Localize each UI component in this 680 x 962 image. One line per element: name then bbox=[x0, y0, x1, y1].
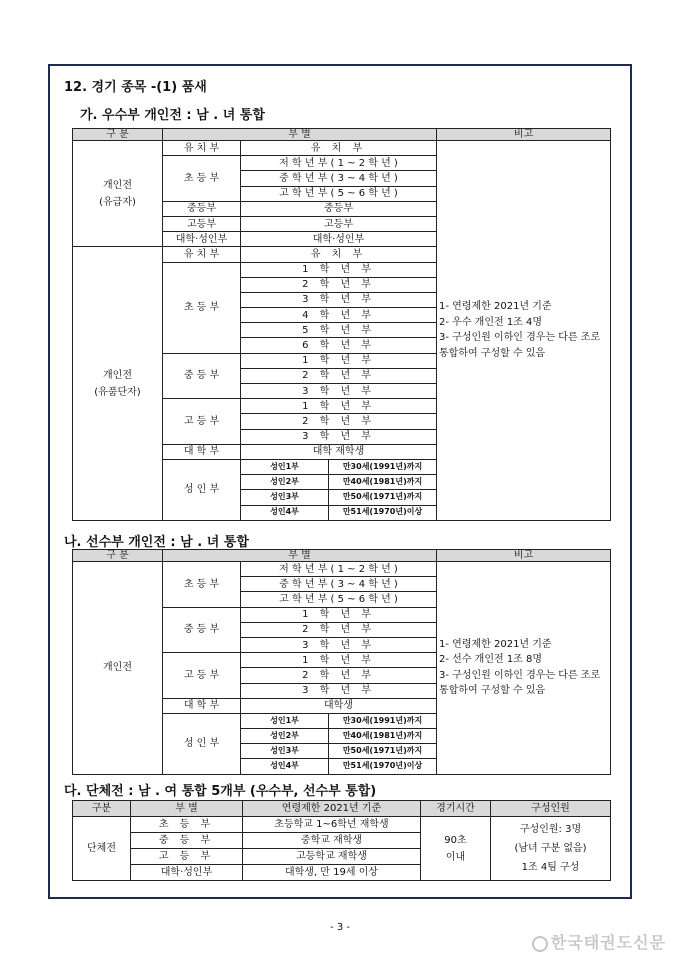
part-c-table bbox=[72, 800, 611, 881]
kinder-label: 유 치 부 bbox=[163, 141, 241, 156]
adult-age: 만50세(1971년)까지 bbox=[329, 490, 437, 505]
high-value: 고등부 bbox=[241, 216, 437, 231]
adult-division: 성인2부 bbox=[241, 475, 329, 490]
adult-age: 만30세(1991년)까지 bbox=[329, 713, 437, 728]
middle-label: 중 등 부 bbox=[163, 353, 241, 399]
high-label: 고 등 부 bbox=[163, 653, 241, 699]
elem-row: 고 학 년 부 ( 5 ~ 6 학 년 ) bbox=[241, 186, 437, 201]
adult-label: 성 인 부 bbox=[163, 459, 241, 520]
elem-row: 중 학 년 부 ( 3 ~ 4 학 년 ) bbox=[241, 577, 437, 592]
team-age-limit: 초등학교 1~6학년 재학생 bbox=[243, 817, 421, 833]
part-a-heading: 가. 우수부 개인전 : 남 . 녀 통합 bbox=[80, 108, 265, 123]
team-division: 중 등 부 bbox=[131, 833, 243, 849]
grade-row: 1 학 년 부 bbox=[241, 353, 437, 368]
header-category: 구 분 bbox=[73, 550, 163, 562]
team-division: 초 등 부 bbox=[131, 817, 243, 833]
header-age-limit: 연령제한 2021년 기준 bbox=[243, 801, 421, 817]
header-category: 구 분 bbox=[73, 129, 163, 141]
adult-division: 성인3부 bbox=[241, 744, 329, 759]
part-c-heading: 다. 단체전 : 남 . 여 통합 5개부 (우수부, 선수부 통합) bbox=[64, 784, 377, 799]
grade-row: 5 학 년 부 bbox=[241, 323, 437, 338]
univ-value: 대학·성인부 bbox=[241, 232, 437, 247]
part-a-table bbox=[72, 128, 611, 521]
header-category: 구분 bbox=[73, 801, 131, 817]
adult-label: 성 인 부 bbox=[163, 713, 241, 774]
adult-age: 만50세(1971년)까지 bbox=[329, 744, 437, 759]
grade-row: 4 학 년 부 bbox=[241, 308, 437, 323]
grade-row: 2 학 년 부 bbox=[241, 414, 437, 429]
logo-icon bbox=[532, 936, 548, 952]
middle-label: 중등부 bbox=[163, 201, 241, 216]
page-number: - 3 - bbox=[330, 922, 350, 933]
univ-label: 대학·성인부 bbox=[163, 232, 241, 247]
part-c-label: 단체전 bbox=[73, 817, 131, 881]
header-match-time: 경기시간 bbox=[421, 801, 491, 817]
team-division: 고 등 부 bbox=[131, 849, 243, 865]
grade-row: 3 학 년 부 bbox=[241, 683, 437, 698]
header-division: 부 별 bbox=[131, 801, 243, 817]
group2-label: 개인전 (유품단자) bbox=[73, 247, 163, 520]
grade-row: 3 학 년 부 bbox=[241, 429, 437, 444]
team-age-limit: 중학교 재학생 bbox=[243, 833, 421, 849]
adult-division: 성인1부 bbox=[241, 459, 329, 474]
members: 구성인원: 3명 (남녀 구분 없음) 1조 4팀 구성 bbox=[491, 817, 611, 881]
grade-row: 2 학 년 부 bbox=[241, 622, 437, 637]
middle-label: 중 등 부 bbox=[163, 607, 241, 653]
part-b-heading: 나. 선수부 개인전 : 남 . 녀 통합 bbox=[64, 535, 249, 550]
elem-row: 중 학 년 부 ( 3 ~ 4 학 년 ) bbox=[241, 171, 437, 186]
elem-label: 초 등 부 bbox=[163, 156, 241, 202]
kinder-value: 유 치 부 bbox=[241, 247, 437, 262]
match-time: 90초 이내 bbox=[421, 817, 491, 881]
grade-row: 3 학 년 부 bbox=[241, 637, 437, 652]
kinder-label: 유 치 부 bbox=[163, 247, 241, 262]
part-b-notes: 1- 연령제한 2021년 기준 2- 선수 개인전 1조 8명 3- 구성인원 이하인 경우는 다른 조로 통합하여 구성할 수 있음 bbox=[437, 562, 611, 775]
team-age-limit: 대학생, 만 19세 이상 bbox=[243, 865, 421, 881]
grade-row: 2 학 년 부 bbox=[241, 368, 437, 383]
adult-age: 만51세(1970년)이상 bbox=[329, 759, 437, 774]
team-age-limit: 고등학교 재학생 bbox=[243, 849, 421, 865]
group1-label: 개인전 (유급자) bbox=[73, 141, 163, 247]
grade-row: 2 학 년 부 bbox=[241, 668, 437, 683]
watermark: 한국태권도신문 bbox=[532, 930, 666, 953]
header-members: 구성인원 bbox=[491, 801, 611, 817]
grade-row: 3 학 년 부 bbox=[241, 384, 437, 399]
grade-row: 3 학 년 부 bbox=[241, 292, 437, 307]
header-note: 비고 bbox=[437, 129, 611, 141]
grade-row: 2 학 년 부 bbox=[241, 277, 437, 292]
adult-division: 성인1부 bbox=[241, 713, 329, 728]
grade-row: 1 학 년 부 bbox=[241, 262, 437, 277]
adult-division: 성인4부 bbox=[241, 759, 329, 774]
adult-age: 만40세(1981년)까지 bbox=[329, 729, 437, 744]
kinder-value: 유 치 부 bbox=[241, 141, 437, 156]
team-division: 대학·성인부 bbox=[131, 865, 243, 881]
univ-label: 대 학 부 bbox=[163, 698, 241, 713]
elem-label: 초 등 부 bbox=[163, 562, 241, 608]
adult-age: 만40세(1981년)까지 bbox=[329, 475, 437, 490]
elem-row: 저 학 년 부 ( 1 ~ 2 학 년 ) bbox=[241, 562, 437, 577]
grade-row: 1 학 년 부 bbox=[241, 399, 437, 414]
univ-value: 대학 재학생 bbox=[241, 444, 437, 459]
elem-row: 고 학 년 부 ( 5 ~ 6 학 년 ) bbox=[241, 592, 437, 607]
header-note: 비고 bbox=[437, 550, 611, 562]
univ-value: 대학생 bbox=[241, 698, 437, 713]
adult-division: 성인3부 bbox=[241, 490, 329, 505]
section-title: 12. 경기 종목 -(1) 품새 bbox=[64, 80, 207, 95]
univ-label: 대 학 부 bbox=[163, 444, 241, 459]
elem-row: 저 학 년 부 ( 1 ~ 2 학 년 ) bbox=[241, 156, 437, 171]
header-division: 부 별 bbox=[163, 129, 437, 141]
part-b-table bbox=[72, 549, 611, 775]
header-division: 부 별 bbox=[163, 550, 437, 562]
part-b-label: 개인전 bbox=[73, 562, 163, 775]
high-label: 고등부 bbox=[163, 216, 241, 231]
adult-age: 만51세(1970년)이상 bbox=[329, 505, 437, 520]
high-label: 고 등 부 bbox=[163, 399, 241, 445]
adult-age: 만30세(1991년)까지 bbox=[329, 459, 437, 474]
middle-value: 중등부 bbox=[241, 201, 437, 216]
grade-row: 1 학 년 부 bbox=[241, 653, 437, 668]
part-a-notes: 1- 연령제한 2021년 기준 2- 우수 개인전 1조 4명 3- 구성인원 이하인 경우는 다른 조로 통합하여 구성할 수 있음 bbox=[437, 141, 611, 521]
grade-row: 1 학 년 부 bbox=[241, 607, 437, 622]
adult-division: 성인2부 bbox=[241, 729, 329, 744]
grade-row: 6 학 년 부 bbox=[241, 338, 437, 353]
adult-division: 성인4부 bbox=[241, 505, 329, 520]
elem-label: 초 등 부 bbox=[163, 262, 241, 353]
